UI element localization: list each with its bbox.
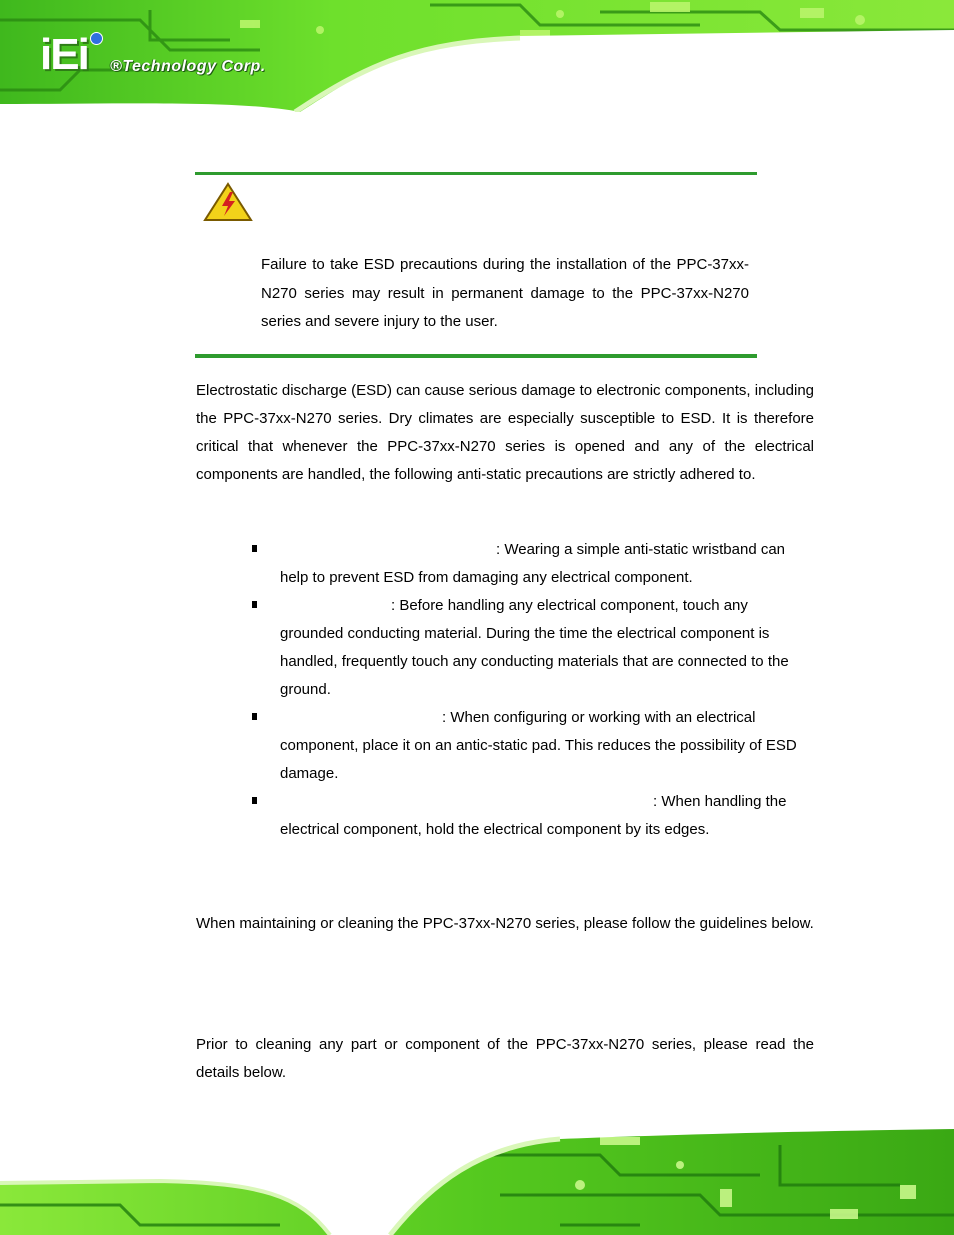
logo-dot-icon	[90, 32, 103, 45]
warning-text: Failure to take ESD precautions during the installation of the PPC-37xx-N270 series may result in permanent damage to the PPC-37xx-N270 series and severe injury to the user.	[261, 256, 749, 330]
warning-top-rule	[195, 172, 757, 175]
warning-bottom-rule	[195, 354, 757, 358]
header-banner	[0, 0, 954, 112]
list-item	[252, 704, 814, 788]
precaution-text: : Before handling any electrical component, touch any grounded conducting material. During the time the electrical component is handled, frequently touch any conducting materials that are connected to the ground.	[280, 597, 789, 698]
company-name: ®Technology Corp.	[110, 58, 266, 75]
list-item	[252, 592, 814, 704]
warning-electrical-icon	[203, 182, 253, 222]
precaution-text: : When configuring or working with an electrical component, place it on an antic-static pad. This reduces the possibility of ESD damage.	[280, 709, 797, 782]
company-logo-mark: iEi	[40, 30, 88, 79]
circuit-board-footer-graphic	[0, 1125, 954, 1235]
esd-intro-paragraph: Electrostatic discharge (ESD) can cause serious damage to electronic components, including the PPC-37xx-N270 series. Dry climates are especially susceptible to ESD. It is therefore critical that whenever the PPC-37xx-N270 series is opened and any of the electrical components are handled, the following anti-static precautions are strictly adhered to.	[196, 382, 814, 483]
square-bullet-icon	[252, 797, 257, 804]
list-item	[252, 788, 814, 844]
square-bullet-icon	[252, 601, 257, 608]
maintenance-paragraph: When maintaining or cleaning the PPC-37xx-N270 series, please follow the guidelines below.	[196, 915, 814, 932]
circuit-board-header-graphic	[0, 0, 954, 112]
precaution-text: : Wearing a simple anti-static wristband can help to prevent ESD from damaging any electrical component.	[280, 541, 786, 586]
cleaning-paragraph: Prior to cleaning any part or component of the PPC-37xx-N270 series, please read the details below.	[196, 1036, 814, 1081]
list-item	[252, 536, 814, 592]
precaution-list	[252, 536, 814, 844]
footer-banner	[0, 1125, 954, 1235]
square-bullet-icon	[252, 545, 257, 552]
precaution-text: : When handling the electrical component, hold the electrical component by its edges.	[280, 793, 787, 838]
square-bullet-icon	[252, 713, 257, 720]
